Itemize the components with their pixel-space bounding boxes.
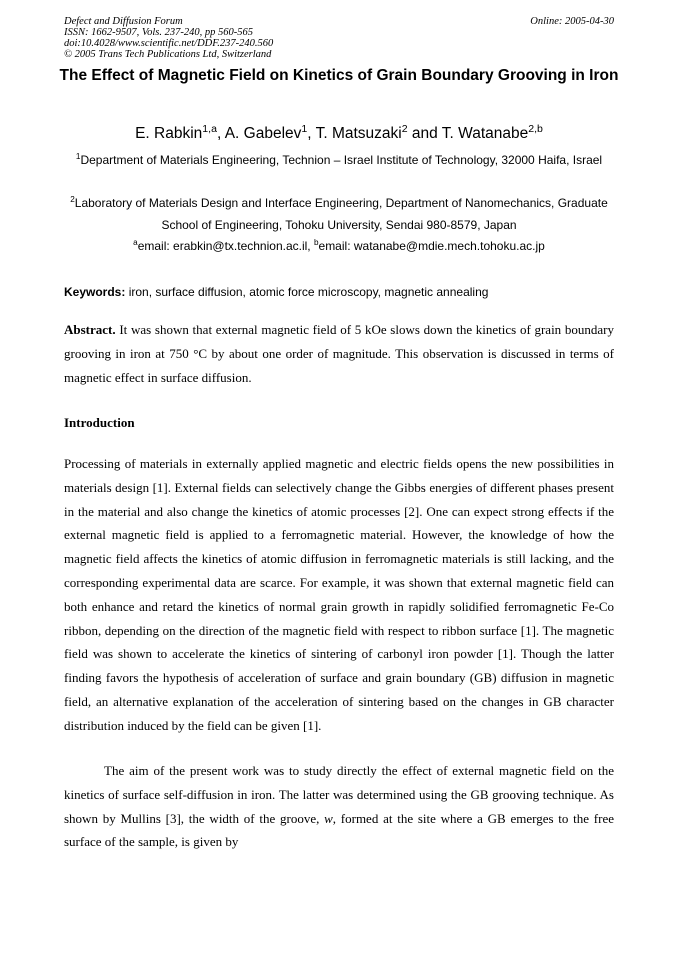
journal-name: Defect and Diffusion Forum	[64, 16, 183, 27]
author-affil-sup: 2,b	[528, 122, 543, 135]
email-sup: a	[133, 238, 138, 247]
affiliation-2	[60, 193, 618, 236]
issn-line: ISSN: 1662-9507, Vols. 237-240, pp 560-565	[64, 27, 253, 38]
author-separator: ,	[216, 125, 225, 142]
affiliation-sup: 2	[70, 195, 75, 204]
paragraph-text: The aim of the present work was to study directly the effect of external magnetic field on the kinetics of surface self-diffusion in iron. The latter was determined using the GB grooving technique. As shown by Mullins [3], the width of the groove,	[64, 763, 614, 826]
author-list	[40, 122, 638, 146]
email-text: email: erabkin@tx.technion.ac.il,	[137, 239, 314, 253]
author-separator: ,	[307, 125, 316, 142]
intro-paragraph-1	[64, 452, 614, 738]
journal-header	[64, 16, 273, 60]
variable-w: w	[324, 810, 333, 826]
keywords-label: Keywords:	[64, 285, 126, 299]
author-emails	[60, 236, 618, 258]
author-affil-sup: 1	[301, 122, 308, 135]
author-name: T. Matsuzaki	[315, 125, 402, 142]
author-name: A. Gabelev	[224, 125, 302, 142]
online-date: Online: 2005-04-30	[530, 16, 614, 27]
doi-line: doi:10.4028/www.scientific.net/DDF.237-240.560	[64, 38, 274, 49]
affiliation-sup: 1	[75, 152, 81, 161]
author-separator: and	[407, 125, 442, 142]
intro-paragraph-2	[64, 759, 614, 854]
abstract	[64, 318, 614, 389]
email-sup: b	[313, 238, 319, 247]
affiliation-text: Laboratory of Materials Design and Interface Engineering, Department of Nanomechanics, Graduate School of Engineering, Tohoku University, Sendai 980-8579, Japan	[74, 196, 608, 232]
paragraph-text: , formed at the site where a GB emerges to the free surface of the sample, is given by	[64, 810, 614, 850]
paragraph-text: Processing of materials in externally applied magnetic and electric fields opens the new possibilities in materials design [1]. External fields can selectively change the Gibbs energies of different phases present in the material and also change the kinetics of atomic processes [2]. One can expect strong effects if the external magnetic field is applied to a ferromagnetic material. However, the knowledge of how the magnetic field affects the kinetics of atomic diffusion in ferromagnetic materials is still lacking, and the corresponding experimental data are scarce. For example, it was shown that external magnetic field can both enhance and retard the kinetics of normal grain growth in rapidly solidified ferromagnetic Fe-Co ribbon, depending on the direction of the magnetic field with respect to ribbon surface [1]. The magnetic field was shown to accelerate the kinetics of sintering of carbonyl iron powder [1]. Though the latter finding favors the hypothesis of acceleration of surface and grain boundary (GB) diffusion in magnetic field, an alternative explanation of the acceleration of sintering based on the changes in GB character distribution induced by the field can be given [1].	[64, 456, 614, 733]
copyright-line: © 2005 Trans Tech Publications Ltd, Switzerland	[64, 49, 272, 60]
author-affil-sup: 1,a	[202, 122, 217, 135]
author-affil-sup: 2	[401, 122, 408, 135]
email-text: email: watanabe@mdie.mech.tohoku.ac.jp	[318, 239, 545, 253]
affiliation-text: Department of Materials Engineering, Technion – Israel Institute of Technology, 32000 Haifa, Israel	[80, 153, 603, 167]
section-heading-introduction: Introduction	[64, 415, 135, 430]
paper-title: The Effect of Magnetic Field on Kinetics of Grain Boundary Grooving in Iron	[59, 67, 619, 84]
keywords	[64, 282, 614, 302]
author-name: E. Rabkin	[135, 125, 203, 142]
author-name: T. Watanabe	[441, 125, 529, 142]
abstract-label: Abstract.	[64, 322, 116, 337]
abstract-text: It was shown that external magnetic field of 5 kOe slows down the kinetics of grain boundary grooving in iron at 750 °C by about one order of magnitude. This observation is discussed in terms of magnetic effect in surface diffusion.	[64, 322, 614, 385]
keywords-text: iron, surface diffusion, atomic force microscopy, magnetic annealing	[125, 285, 489, 299]
affiliation-1	[60, 150, 618, 172]
